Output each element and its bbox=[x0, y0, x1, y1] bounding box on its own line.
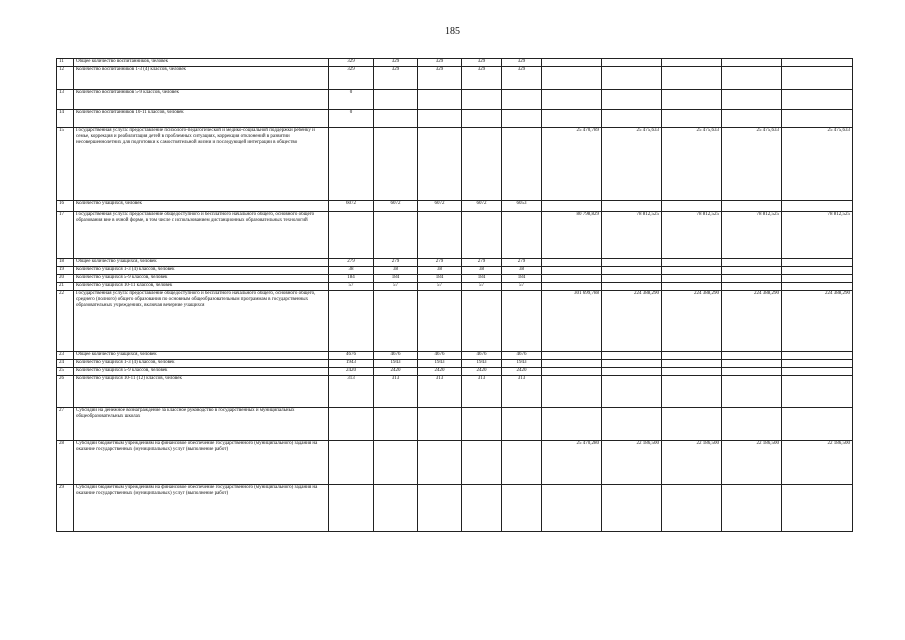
count-cell: 329 bbox=[462, 59, 502, 67]
count-cell: 329 bbox=[502, 67, 542, 90]
count-cell bbox=[418, 485, 462, 532]
table-row bbox=[57, 67, 853, 90]
amount-cell: 25 475,633 bbox=[602, 128, 662, 201]
amount-cell bbox=[602, 368, 662, 376]
table-row bbox=[57, 259, 853, 267]
row-description: Общее количество воспитанников, человек bbox=[74, 59, 329, 67]
row-number: 11 bbox=[57, 59, 74, 67]
row-number: 20 bbox=[57, 275, 74, 283]
count-cell: 6072 bbox=[462, 201, 502, 212]
count-cell: 279 bbox=[418, 259, 462, 267]
count-cell: 38 bbox=[502, 267, 542, 275]
amount-cell: 78 812,525 bbox=[662, 212, 722, 259]
count-cell bbox=[502, 485, 542, 532]
count-cell: 38 bbox=[374, 267, 418, 275]
count-cell bbox=[462, 212, 502, 259]
amount-cell bbox=[542, 376, 602, 408]
row-description: Количество учащихся 5-9 классов, человек bbox=[74, 368, 329, 376]
count-cell: 6072 bbox=[329, 201, 374, 212]
amount-cell bbox=[722, 201, 782, 212]
count-cell: 4676 bbox=[502, 352, 542, 360]
amount-cell bbox=[662, 408, 722, 441]
amount-cell bbox=[782, 360, 853, 368]
count-cell: 184 bbox=[462, 275, 502, 283]
amount-cell bbox=[662, 283, 722, 291]
row-description: Количество учащихся 10-11 (12) классов, человек bbox=[74, 376, 329, 408]
row-description: Количество учащихся, человек bbox=[74, 201, 329, 212]
amount-cell: 25 475,633 bbox=[722, 128, 782, 201]
amount-cell bbox=[542, 59, 602, 67]
count-cell bbox=[374, 291, 418, 352]
count-cell: 313 bbox=[462, 376, 502, 408]
row-number: 27 bbox=[57, 408, 74, 441]
amount-cell bbox=[542, 67, 602, 90]
amount-cell bbox=[662, 352, 722, 360]
amount-cell bbox=[782, 267, 853, 275]
amount-cell bbox=[782, 67, 853, 90]
row-description: Государственная услуга: предоставление общедоступного и бесплатного начального общего, основного общего образования вне в очной форме, в том числе с использованием дистанционных образовательных технологий bbox=[74, 212, 329, 259]
table-row bbox=[57, 201, 853, 212]
count-cell: 2420 bbox=[462, 368, 502, 376]
amount-cell bbox=[542, 408, 602, 441]
table-row bbox=[57, 212, 853, 259]
count-cell bbox=[329, 408, 374, 441]
row-description: Количество учащихся 1-3 (4) классов, человек bbox=[74, 267, 329, 275]
amount-cell bbox=[722, 110, 782, 128]
count-cell: 2420 bbox=[374, 368, 418, 376]
table-row bbox=[57, 90, 853, 110]
row-number: 15 bbox=[57, 128, 74, 201]
row-number: 28 bbox=[57, 441, 74, 485]
count-cell bbox=[502, 212, 542, 259]
amount-cell bbox=[602, 376, 662, 408]
count-cell: 1943 bbox=[462, 360, 502, 368]
amount-cell bbox=[662, 267, 722, 275]
amount-cell: 25 470,789 bbox=[542, 128, 602, 201]
amount-cell bbox=[602, 59, 662, 67]
amount-cell: 25 470,280 bbox=[542, 441, 602, 485]
amount-cell bbox=[662, 201, 722, 212]
count-cell bbox=[374, 485, 418, 532]
amount-cell bbox=[722, 376, 782, 408]
amount-cell bbox=[662, 259, 722, 267]
amount-cell bbox=[782, 259, 853, 267]
count-cell: 329 bbox=[418, 67, 462, 90]
amount-cell bbox=[662, 485, 722, 532]
count-cell bbox=[329, 212, 374, 259]
count-cell bbox=[462, 441, 502, 485]
amount-cell bbox=[662, 59, 722, 67]
amount-cell bbox=[722, 90, 782, 110]
table-row bbox=[57, 368, 853, 376]
count-cell: 1943 bbox=[502, 360, 542, 368]
row-description: Государственная услуга: предоставление психолого-педагогической и медико-социальной поддержки ребенку и семье, коррекция и реабилитация детей в проблемных ситуациях, коррекция отклонений в развитии несовершеннолетних для подготовки к самостоятельной жизни и последующей интеграции в общество bbox=[74, 128, 329, 201]
row-description: Субсидии на денежное вознаграждение за классное руководство в государственных и муниципальных общеобразовательных школах bbox=[74, 408, 329, 441]
row-description: Общее количество учащихся, человек bbox=[74, 259, 329, 267]
count-cell: 6053 bbox=[502, 201, 542, 212]
amount-cell bbox=[782, 352, 853, 360]
amount-cell bbox=[782, 110, 853, 128]
amount-cell bbox=[782, 368, 853, 376]
count-cell: 57 bbox=[329, 283, 374, 291]
row-number: 26 bbox=[57, 376, 74, 408]
row-description: Общее количество учащихся, человек bbox=[74, 352, 329, 360]
count-cell: 184 bbox=[502, 275, 542, 283]
count-cell bbox=[329, 128, 374, 201]
amount-cell bbox=[542, 259, 602, 267]
amount-cell: 22 186,500 bbox=[722, 441, 782, 485]
count-cell: 4676 bbox=[374, 352, 418, 360]
row-number: 29 bbox=[57, 485, 74, 532]
count-cell bbox=[418, 90, 462, 110]
amount-cell bbox=[542, 267, 602, 275]
amount-cell bbox=[602, 201, 662, 212]
count-cell: 279 bbox=[462, 259, 502, 267]
count-cell: 0 bbox=[329, 110, 374, 128]
amount-cell: 25 475,633 bbox=[782, 128, 853, 201]
amount-cell bbox=[662, 90, 722, 110]
row-number: 21 bbox=[57, 283, 74, 291]
count-cell: 313 bbox=[329, 376, 374, 408]
table-row bbox=[57, 275, 853, 283]
count-cell bbox=[502, 291, 542, 352]
amount-cell bbox=[542, 275, 602, 283]
count-cell: 57 bbox=[418, 283, 462, 291]
amount-cell bbox=[602, 267, 662, 275]
count-cell: 1943 bbox=[374, 360, 418, 368]
count-cell bbox=[374, 110, 418, 128]
count-cell: 38 bbox=[462, 267, 502, 275]
amount-cell bbox=[602, 352, 662, 360]
count-cell: 1943 bbox=[418, 360, 462, 368]
amount-cell: 22 186,500 bbox=[782, 441, 853, 485]
count-cell: 279 bbox=[329, 259, 374, 267]
count-cell bbox=[462, 128, 502, 201]
count-cell bbox=[502, 128, 542, 201]
amount-cell bbox=[602, 110, 662, 128]
amount-cell bbox=[602, 259, 662, 267]
amount-cell bbox=[602, 408, 662, 441]
amount-cell bbox=[542, 90, 602, 110]
table-row bbox=[57, 128, 853, 201]
table-row bbox=[57, 59, 853, 67]
amount-cell bbox=[542, 352, 602, 360]
amount-cell bbox=[722, 352, 782, 360]
count-cell: 2420 bbox=[418, 368, 462, 376]
amount-cell bbox=[782, 408, 853, 441]
count-cell bbox=[418, 408, 462, 441]
row-number: 22 bbox=[57, 291, 74, 352]
amount-cell bbox=[602, 283, 662, 291]
amount-cell bbox=[722, 67, 782, 90]
count-cell bbox=[462, 110, 502, 128]
amount-cell bbox=[542, 368, 602, 376]
count-cell bbox=[502, 90, 542, 110]
amount-cell: 224 388,290 bbox=[722, 291, 782, 352]
count-cell: 6072 bbox=[418, 201, 462, 212]
row-number: 19 bbox=[57, 267, 74, 275]
table-row bbox=[57, 485, 853, 532]
count-cell: 1943 bbox=[329, 360, 374, 368]
count-cell bbox=[462, 291, 502, 352]
row-number: 16 bbox=[57, 201, 74, 212]
count-cell bbox=[374, 212, 418, 259]
amount-cell: 224 388,290 bbox=[602, 291, 662, 352]
amount-cell bbox=[662, 376, 722, 408]
count-cell: 38 bbox=[418, 267, 462, 275]
amount-cell bbox=[662, 275, 722, 283]
amount-cell bbox=[782, 275, 853, 283]
page-number: 185 bbox=[445, 26, 460, 37]
amount-cell: 78 812,525 bbox=[782, 212, 853, 259]
count-cell: 313 bbox=[374, 376, 418, 408]
count-cell: 279 bbox=[502, 259, 542, 267]
table-row bbox=[57, 408, 853, 441]
amount-cell bbox=[722, 408, 782, 441]
row-number: 14 bbox=[57, 110, 74, 128]
count-cell: 329 bbox=[418, 59, 462, 67]
amount-cell: 224 388,290 bbox=[782, 291, 853, 352]
amount-cell bbox=[542, 485, 602, 532]
row-description: Количество учащихся 10-11 классов, человек bbox=[74, 283, 329, 291]
count-cell: 4676 bbox=[462, 352, 502, 360]
amount-cell bbox=[782, 376, 853, 408]
row-number: 17 bbox=[57, 212, 74, 259]
amount-cell bbox=[722, 275, 782, 283]
count-cell bbox=[462, 485, 502, 532]
amount-cell bbox=[722, 283, 782, 291]
row-number: 18 bbox=[57, 259, 74, 267]
count-cell: 329 bbox=[374, 59, 418, 67]
count-cell: 184 bbox=[418, 275, 462, 283]
table-row bbox=[57, 291, 853, 352]
amount-cell bbox=[722, 267, 782, 275]
count-cell: 329 bbox=[502, 59, 542, 67]
amount-cell: 224 388,290 bbox=[662, 291, 722, 352]
count-cell: 329 bbox=[462, 67, 502, 90]
count-cell bbox=[374, 408, 418, 441]
table-row bbox=[57, 110, 853, 128]
amount-cell bbox=[662, 67, 722, 90]
table-row bbox=[57, 352, 853, 360]
amount-cell bbox=[542, 283, 602, 291]
row-description: Количество воспитанников 5-9 классов, человек bbox=[74, 90, 329, 110]
count-cell bbox=[502, 408, 542, 441]
count-cell: 184 bbox=[329, 275, 374, 283]
amount-cell bbox=[662, 360, 722, 368]
amount-cell bbox=[722, 368, 782, 376]
amount-cell bbox=[542, 201, 602, 212]
count-cell: 2420 bbox=[329, 368, 374, 376]
count-cell bbox=[418, 291, 462, 352]
count-cell bbox=[418, 128, 462, 201]
count-cell: 329 bbox=[329, 67, 374, 90]
row-number: 24 bbox=[57, 360, 74, 368]
row-description: Субсидии бюджетным учреждениям на финансовое обеспечение государственного (муниципального) задания на оказание государственных (муниципальных) услуг (выполнение работ) bbox=[74, 441, 329, 485]
amount-cell bbox=[662, 110, 722, 128]
amount-cell bbox=[602, 275, 662, 283]
amount-cell: 78 812,525 bbox=[722, 212, 782, 259]
row-number: 12 bbox=[57, 67, 74, 90]
count-cell: 4676 bbox=[418, 352, 462, 360]
count-cell: 313 bbox=[502, 376, 542, 408]
amount-cell bbox=[722, 59, 782, 67]
amount-cell bbox=[782, 59, 853, 67]
amount-cell: 301 699,788 bbox=[542, 291, 602, 352]
count-cell: 0 bbox=[329, 90, 374, 110]
count-cell: 6072 bbox=[374, 201, 418, 212]
count-cell bbox=[418, 110, 462, 128]
count-cell bbox=[374, 128, 418, 201]
amount-cell bbox=[782, 283, 853, 291]
count-cell bbox=[502, 441, 542, 485]
table-row bbox=[57, 267, 853, 275]
amount-cell bbox=[722, 360, 782, 368]
amount-cell: 80 798,829 bbox=[542, 212, 602, 259]
table-row bbox=[57, 441, 853, 485]
row-number: 13 bbox=[57, 90, 74, 110]
amount-cell bbox=[602, 485, 662, 532]
amount-cell: 22 186,500 bbox=[602, 441, 662, 485]
count-cell bbox=[462, 408, 502, 441]
amount-cell bbox=[602, 67, 662, 90]
count-cell bbox=[329, 441, 374, 485]
row-description: Количество воспитанников 1-3 (4) классов, человек bbox=[74, 67, 329, 90]
count-cell bbox=[329, 485, 374, 532]
amount-cell bbox=[542, 110, 602, 128]
count-cell bbox=[374, 90, 418, 110]
row-description: Количество учащихся 1-3 (4) классов, человек bbox=[74, 360, 329, 368]
count-cell bbox=[418, 212, 462, 259]
amount-cell: 78 812,525 bbox=[602, 212, 662, 259]
count-cell: 184 bbox=[374, 275, 418, 283]
count-cell: 57 bbox=[502, 283, 542, 291]
amount-cell bbox=[602, 360, 662, 368]
budget-table bbox=[56, 58, 853, 532]
count-cell: 57 bbox=[374, 283, 418, 291]
row-description: Количество воспитанников 10-11 классов, человек bbox=[74, 110, 329, 128]
amount-cell bbox=[722, 485, 782, 532]
amount-cell bbox=[542, 360, 602, 368]
row-description: Государственная услуга: предоставление общедоступного и бесплатного начального общего, основного общего, среднего (полного) общего образования по основным общеобразовательным программам в государственных образовательных учреждениях, включая вечерние учащихся bbox=[74, 291, 329, 352]
count-cell: 4676 bbox=[329, 352, 374, 360]
table-row bbox=[57, 360, 853, 368]
amount-cell: 22 186,500 bbox=[662, 441, 722, 485]
count-cell bbox=[329, 291, 374, 352]
table-row bbox=[57, 376, 853, 408]
count-cell: 57 bbox=[462, 283, 502, 291]
amount-cell bbox=[722, 259, 782, 267]
count-cell: 329 bbox=[374, 67, 418, 90]
count-cell bbox=[502, 110, 542, 128]
count-cell bbox=[418, 441, 462, 485]
amount-cell bbox=[782, 485, 853, 532]
amount-cell bbox=[602, 90, 662, 110]
count-cell bbox=[374, 441, 418, 485]
count-cell: 313 bbox=[418, 376, 462, 408]
row-number: 25 bbox=[57, 368, 74, 376]
count-cell: 279 bbox=[374, 259, 418, 267]
row-description: Субсидии бюджетным учреждениям на финансовое обеспечение государственного (муниципального) задания на оказание государственных (муниципальных) услуг (выполнение работ) bbox=[74, 485, 329, 532]
amount-cell bbox=[782, 90, 853, 110]
row-number: 23 bbox=[57, 352, 74, 360]
amount-cell bbox=[782, 201, 853, 212]
amount-cell bbox=[662, 368, 722, 376]
count-cell: 2420 bbox=[502, 368, 542, 376]
count-cell: 329 bbox=[329, 59, 374, 67]
count-cell bbox=[462, 90, 502, 110]
count-cell: 38 bbox=[329, 267, 374, 275]
table-row bbox=[57, 283, 853, 291]
amount-cell: 25 475,633 bbox=[662, 128, 722, 201]
row-description: Количество учащихся 5-9 классов, человек bbox=[74, 275, 329, 283]
